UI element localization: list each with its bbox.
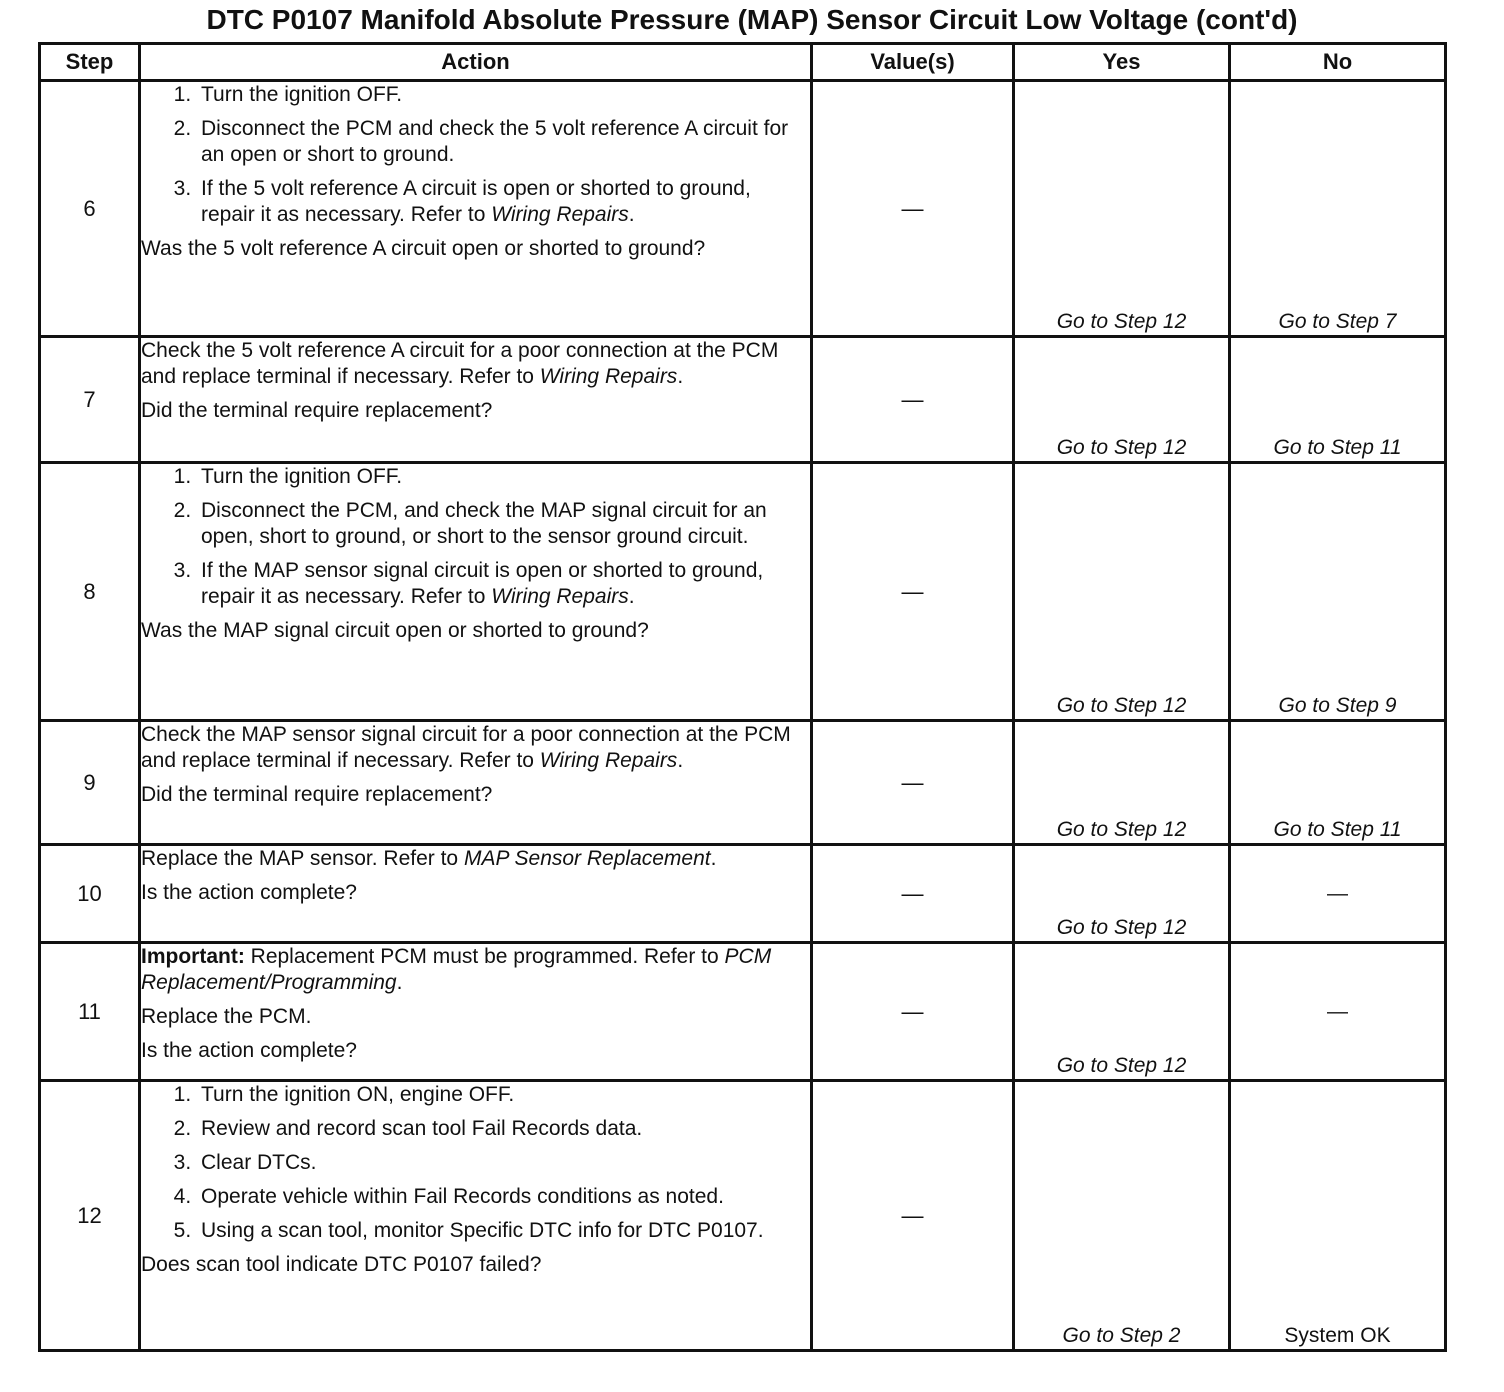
no-result: — <box>1230 845 1446 943</box>
list-item: 2. Disconnect the PCM and check the 5 volt reference A circuit for an open or short to ground. <box>197 116 810 168</box>
action-text: Check the 5 volt reference A circuit for a poor connection at the PCM and replace terminal if necessary. Refer to Wiring Repairs. <box>141 339 779 388</box>
action-cell <box>140 463 812 721</box>
action-steps <box>141 82 810 228</box>
value-cell: — <box>812 81 1014 337</box>
reference-link: Wiring Repairs <box>539 749 678 772</box>
header-action: Action <box>140 44 812 81</box>
list-item: 2. Disconnect the PCM, and check the MAP signal circuit for an open, short to ground, or short to the sensor ground circuit. <box>197 498 810 550</box>
value-cell: — <box>812 463 1014 721</box>
reference-link: Wiring Repairs <box>539 365 678 388</box>
step-number: 12 <box>40 1081 140 1351</box>
step-number: 9 <box>40 721 140 845</box>
no-result: Go to Step 11 <box>1230 721 1446 845</box>
question-text: Did the terminal require replacement? <box>141 399 493 422</box>
action-text: Replace the MAP sensor. Refer to MAP Sensor Replacement. <box>141 847 717 870</box>
table-row <box>40 943 1446 1081</box>
action-cell <box>140 1081 812 1351</box>
no-result: Go to Step 11 <box>1230 337 1446 463</box>
list-item: 5. Using a scan tool, monitor Specific DTC info for DTC P0107. <box>197 1218 810 1244</box>
yes-result: Go to Step 12 <box>1014 337 1230 463</box>
table-row <box>40 845 1446 943</box>
list-item: 3. If the 5 volt reference A circuit is open or shorted to ground, repair it as necessary. Refer to Wiring Repairs. <box>197 176 810 228</box>
list-item: 3. Clear DTCs. <box>197 1150 810 1176</box>
no-result: — <box>1230 943 1446 1081</box>
no-result: Go to Step 7 <box>1230 81 1446 337</box>
reference-link: MAP Sensor Replacement <box>463 847 711 870</box>
list-item: 2. Review and record scan tool Fail Records data. <box>197 1116 810 1142</box>
yes-result: Go to Step 12 <box>1014 463 1230 721</box>
yes-result: Go to Step 12 <box>1014 721 1230 845</box>
action-cell <box>140 943 812 1081</box>
value-cell: — <box>812 721 1014 845</box>
action-cell <box>140 721 812 845</box>
step-number: 7 <box>40 337 140 463</box>
no-result: System OK <box>1230 1081 1446 1351</box>
action-steps <box>141 464 810 610</box>
header-no: No <box>1230 44 1446 81</box>
step-number: 11 <box>40 943 140 1081</box>
value-cell: — <box>812 337 1014 463</box>
action-text: Replace the PCM. <box>141 1005 312 1028</box>
reference-link: PCM Replacement/Programming <box>141 945 772 994</box>
table-row <box>40 721 1446 845</box>
table-row <box>40 337 1446 463</box>
list-item: 1. Turn the ignition OFF. <box>197 82 810 108</box>
action-cell <box>140 81 812 337</box>
question-text: Was the MAP signal circuit open or shorted to ground? <box>141 619 649 642</box>
yes-result: Go to Step 12 <box>1014 845 1230 943</box>
question-text: Is the action complete? <box>141 881 357 904</box>
header-step: Step <box>40 44 140 81</box>
table-row <box>40 1081 1446 1351</box>
header-row <box>40 44 1446 81</box>
table-row <box>40 81 1446 337</box>
list-item: 1. Turn the ignition ON, engine OFF. <box>197 1082 810 1108</box>
step-number: 6 <box>40 81 140 337</box>
question-text: Was the 5 volt reference A circuit open or shorted to ground? <box>141 237 706 260</box>
header-yes: Yes <box>1014 44 1230 81</box>
diagnostic-table <box>38 42 1447 1352</box>
value-cell: — <box>812 1081 1014 1351</box>
item-text: If the 5 volt reference A circuit is open or shorted to ground, repair it as necessary. Refer to <box>201 177 751 226</box>
yes-result: Go to Step 2 <box>1014 1081 1230 1351</box>
step-number: 8 <box>40 463 140 721</box>
value-cell: — <box>812 845 1014 943</box>
step-number: 10 <box>40 845 140 943</box>
value-cell: — <box>812 943 1014 1081</box>
table-row <box>40 463 1446 721</box>
item-text: If the MAP sensor signal circuit is open or shorted to ground, repair it as necessary. Refer to <box>201 559 764 608</box>
no-result: Go to Step 9 <box>1230 463 1446 721</box>
yes-result: Go to Step 12 <box>1014 81 1230 337</box>
reference-link: Wiring Repairs <box>491 585 629 608</box>
reference-link: Wiring Repairs <box>491 203 629 226</box>
question-text: Does scan tool indicate DTC P0107 failed? <box>141 1253 542 1276</box>
list-item: 1. Turn the ignition OFF. <box>197 464 810 490</box>
important-note: Important: Replacement PCM must be programmed. Refer to PCM Replacement/Programming. <box>141 945 772 994</box>
page-title: DTC P0107 Manifold Absolute Pressure (MAP) Sensor Circuit Low Voltage (cont'd) <box>206 4 1298 35</box>
action-cell <box>140 845 812 943</box>
list-item: 4. Operate vehicle within Fail Records conditions as noted. <box>197 1184 810 1210</box>
action-text: Check the MAP sensor signal circuit for a poor connection at the PCM and replace terminal if necessary. Refer to Wiring Repairs. <box>141 723 791 772</box>
yes-result: Go to Step 12 <box>1014 943 1230 1081</box>
header-values: Value(s) <box>812 44 1014 81</box>
list-item: 3. If the MAP sensor signal circuit is open or shorted to ground, repair it as necessary. Refer to Wiring Repairs. <box>197 558 810 610</box>
important-label: Important: <box>141 945 245 968</box>
action-cell <box>140 337 812 463</box>
action-steps <box>141 1082 810 1244</box>
question-text: Is the action complete? <box>141 1039 357 1062</box>
question-text: Did the terminal require replacement? <box>141 783 493 806</box>
